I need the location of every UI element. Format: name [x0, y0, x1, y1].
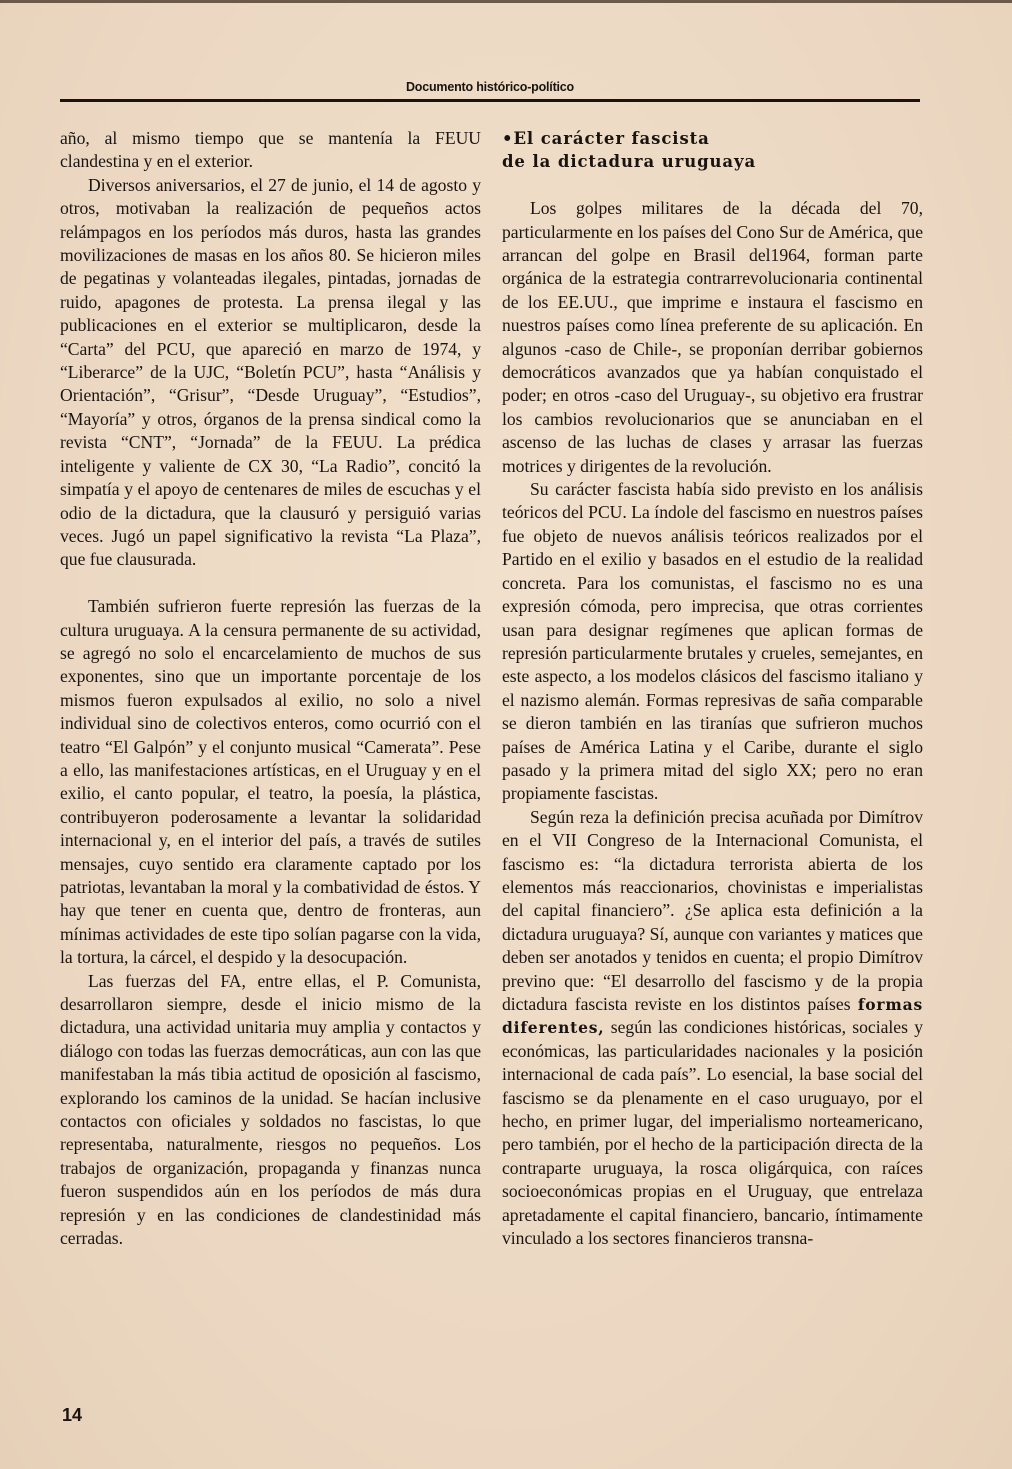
paragraph — [502, 806, 923, 1251]
paragraph: Diversos aniversarios, el 27 de junio, el 14 de agosto y otros, motivaban la realización de pequeños actos relámpagos en los períodos más duros, hasta las grandes movilizaciones de masas en los años 80. Se hicieron miles de pegatinas y volanteadas ilegales, pintadas, jornadas de ruido, apagones de protesta. La prensa ilegal y las publicaciones en el exterior se multiplicaron, desde la “Carta” del PCU, que apareció en marzo de 1974, y “Liberarce” de la UJC, “Boletín PCU”, hasta “Análisis y Orientación”, “Grisur”, “Desde Uruguay”, “Estudios”, “Mayoría” y otros, órganos de la prensa sindical como la revista “CNT”, “Jornada” de la FEUU. La prédica inteligente y valiente de CX 30, “La Radio”, concitó la simpatía y el apoyo de centenares de miles de escuchas y el odio de la dictadura, que la clausuró y persiguió varias veces. Jugó un papel significativo la revista “La Plaza”, que fue clausurada. — [60, 174, 481, 570]
paragraph: Su carácter fascista había sido previsto en los análisis teóricos del PCU. La índole del fascismo en nuestros países fue objeto de nuevos análisis teóricos realizados por el Partido en el exilio y basados en el estudio de la realidad concreta. Para los comunistas, el fascismo no es una expresión cómoda, pero imprecisa, que otras corrientes usan para designar regímenes que aplican formas de represión particularmente brutales y crueles, semejantes, en este aspecto, a los modelos clásicos del fascismo italiano y el nazismo alemán. Formas represivas de saña comparable se dieron también en las tiranías que sufrieron muchos países de América Latina y el Caribe, durante el siglo pasado y la primera mitad del siglo XX; pero no eran propiamente fascistas. — [502, 479, 923, 804]
left-column — [60, 127, 481, 1250]
page-number: 14 — [62, 1405, 83, 1425]
emphasis-text: formas diferentes, — [502, 995, 923, 1038]
paragraph: año, al mismo tiempo que se mantenía la FEUU clandestina y en el exterior. — [60, 128, 481, 172]
right-column — [502, 127, 923, 1250]
section-title-line: •El carácter fascista — [502, 129, 710, 148]
section-title — [502, 127, 923, 174]
paragraph: Las fuerzas del FA, entre ellas, el P. Comunista, desarrollaron siempre, desde el inicio mismo de la dictadura, una actividad unitaria muy amplia y contactos y diálogo con todas las fuerzas democráticas, aun con las que manifestaban la más tibia actitud de oposición al fascismo, explorando los caminos de la unidad. Se hacían inclusive contactos con oficiales y soldados no fascistas, lo que representaba, naturalmente, riesgos no pequeños. Los trabajos de organización, propaganda y finanzas nunca fueron suspendidos aún en los períodos de más dura represión y en las condiciones de clandestinidad más cerradas. — [60, 970, 481, 1249]
paragraph: También sufrieron fuerte represión las fuerzas de la cultura uruguaya. A la censura permanente de su actividad, se agregó no solo el encarcelamiento de muchos de sus exponentes, sino que un importante porcentaje de los mismos fueron expulsados al exilio, no solo a nivel individual sino de colectivos enteros, como ocurrió con el teatro “El Galpón” y el conjunto musical “Camerata”. Pese a ello, las manifestaciones artísticas, en el Uruguay y en el exilio, el canto popular, el teatro, la poesía, la plástica, contribuyeron poderosamente a levantar la solidaridad internacional y, en el interior del país, a través de sutiles mensajes, cuyo sentido era claramente captado por los patriotas, levantaban la moral y la combatividad de éstos. Y hay que tener en cuenta que, dentro de fronteras, aun mínimas actividades de este tipo solían pagarse con la vida, la tortura, la cárcel, el despido y la desocupación. — [60, 596, 481, 968]
paragraph: Los golpes militares de la década del 70, particularmente en los países del Cono Sur de América, que arrancan del golpe en Brasil del1964, forman parte orgánica de la estrategia contrarrevolucionaria continental de los EE.UU., que imprime e instaura el fascismo en nuestros países como línea preferente de su aplicación. En algunos -caso de Chile-, se proponían derribar gobiernos democráticos avanzados que ya habían conquistado el poder; en otros -caso del Uruguay-, su objetivo era frustrar los cambios revolucionarios que se anunciaban en el ascenso de las luchas de clases y arrasar las fuerzas motrices y dirigentes de la revolución. — [502, 198, 923, 476]
paragraph-text: según las condiciones históricas, sociales y económicas, las particularidades nacionales y la posición internacional de cada país”. Lo esencial, la base social del fascismo se da plenamente en el caso uruguayo, por el hecho, en primer lugar, del imperialismo norteamericano, pero también, por el hecho de la participación directa de la contraparte uruguaya, la rosca oligárquica, con raíces socioeconómicas propias en el Uruguay, que entrelaza apretadamente el capital financiero, bancario, íntimamente vinculado a los sectores financieros transna- — [502, 1017, 923, 1249]
paragraph-text: Según reza la definición precisa acuñada por Dimítrov en el VII Congreso de la Internacional Comunista, el fascismo es: “la dictadura terrorista abierta de los elementos más reaccionarios, chovinistas e imperialistas del capital financiero”. ¿Se aplica esta definición a la dictadura uruguaya? Sí, aunque con variantes y matices que deben ser anotados y tenidos en cuenta; el propio Dimítrov previno que: “El desarrollo del fascismo y de la propia dictadura fascista reviste en los distintos países — [502, 806, 923, 1015]
running-header: Documento histórico-político — [405, 80, 574, 94]
section-title-line: de la dictadura uruguaya — [502, 152, 757, 172]
top-edge-rule — [0, 0, 1012, 3]
header-rule — [60, 99, 920, 102]
